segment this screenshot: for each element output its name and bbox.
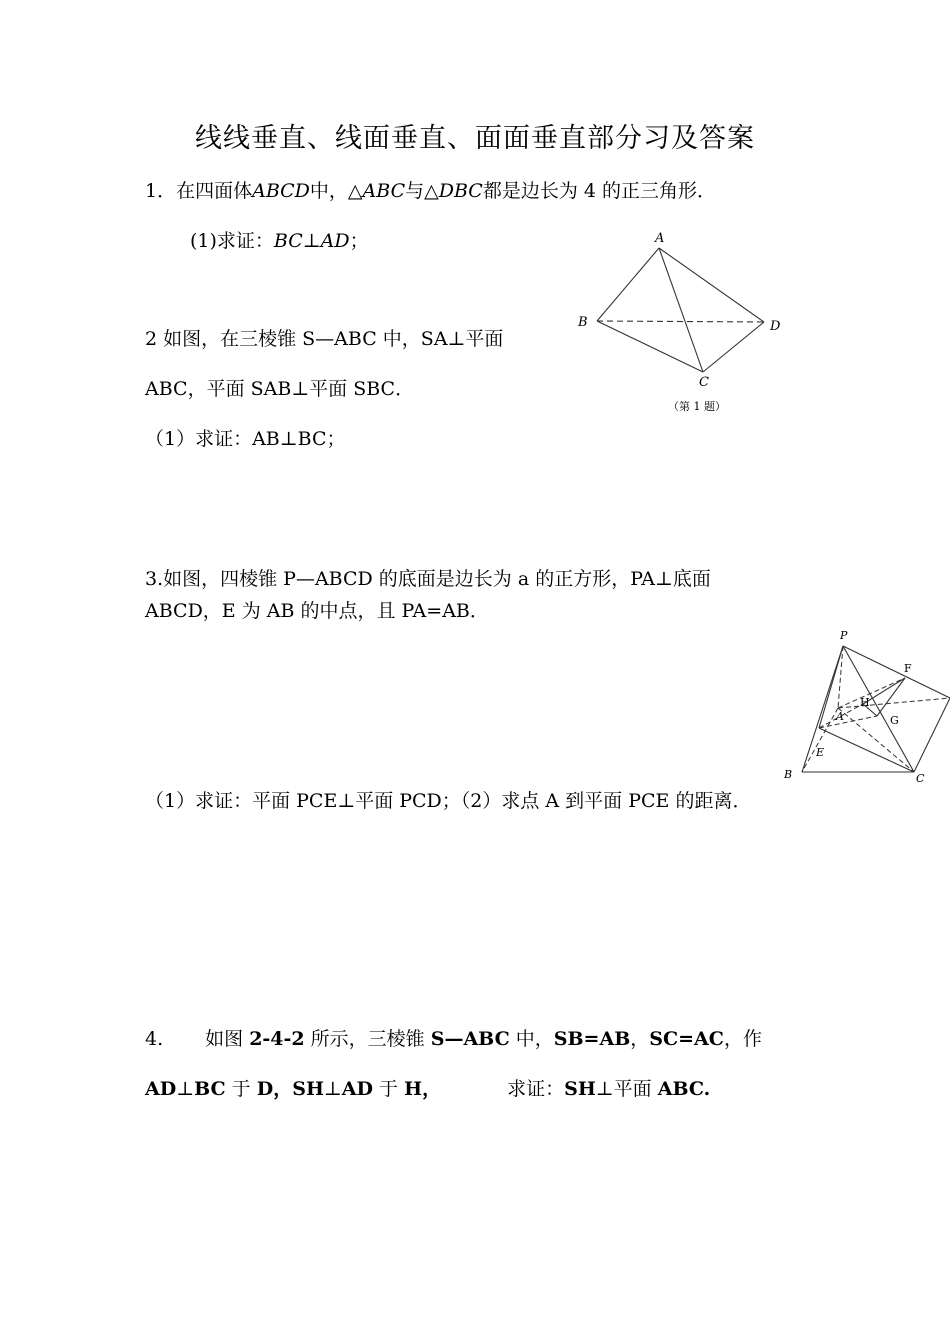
q4-comma: ， xyxy=(422,1078,442,1100)
q4-h: H xyxy=(404,1078,423,1100)
q4-perp: ⊥ xyxy=(323,1078,342,1100)
q4-text: 中， xyxy=(509,1028,554,1050)
q1-dbc: DBC xyxy=(438,180,483,202)
q4-bc: BC xyxy=(194,1078,226,1100)
q4-text: 于 xyxy=(373,1078,405,1100)
q4-fig-ref: 2-4-2 xyxy=(249,1028,305,1050)
q4-plane-abc: ABC. xyxy=(657,1078,711,1100)
q1-number: 1．在四面体 xyxy=(145,180,253,202)
q1-part1-prefix: (1)求证： xyxy=(190,230,274,252)
q4-sh: SH xyxy=(292,1078,324,1100)
label-p: P xyxy=(840,629,848,642)
q4-prove-label: 求证： xyxy=(507,1078,565,1100)
q4-cond2: SC=AC xyxy=(649,1028,724,1050)
edge-ec xyxy=(819,728,914,772)
q1-figure-tetrahedron xyxy=(570,228,800,423)
edge-ad-hidden xyxy=(838,698,950,708)
q1-rest: 都是边长为 4 的正三角形． xyxy=(482,180,716,202)
label-f: F xyxy=(904,662,912,675)
q2-line1: 2 如图，在三棱锥 S—ABC 中，SA⊥平面 xyxy=(145,328,504,350)
edge-bd-hidden xyxy=(597,321,764,322)
label-a: A xyxy=(655,231,665,246)
q4-text: ⊥平面 xyxy=(595,1078,658,1100)
q4-ad: AD xyxy=(341,1078,374,1100)
q1-abc: ABC xyxy=(362,180,406,202)
q2-line2: ABC，平面 SAB⊥平面 SBC． xyxy=(145,378,415,400)
label-a: A xyxy=(836,710,844,723)
q3-line1: 3.如图，四棱锥 P—ABCD 的底面是边长为 a 的正方形，PA⊥底面 xyxy=(145,568,711,590)
label-b: B xyxy=(578,315,588,330)
edge-eg-hidden xyxy=(819,716,877,728)
label-c: C xyxy=(699,375,709,390)
q4-d: D xyxy=(256,1078,274,1100)
q1-text: 中，△ xyxy=(309,180,363,202)
edge-af-hidden xyxy=(838,678,905,708)
figure-caption: （第 1 题） xyxy=(668,400,726,413)
label-d: D xyxy=(770,319,781,334)
q3-parts: （1）求证：平面 PCE⊥平面 PCD；（2）求点 A 到平面 PCE 的距离． xyxy=(145,790,752,812)
edge-cd xyxy=(914,698,950,772)
edge-fg xyxy=(877,678,905,716)
q3-figure-pyramid xyxy=(778,626,950,788)
q1-part1-end: ； xyxy=(349,230,369,252)
q4-number: 4. xyxy=(145,1028,164,1050)
q1-part1 xyxy=(190,226,369,253)
q4-line1 xyxy=(145,1024,762,1051)
q4-line2 xyxy=(145,1074,710,1101)
q3-line2: ABCD，E 为 AB 的中点，且 PA=AB． xyxy=(145,600,489,622)
q4-text: 所示，三棱锥 xyxy=(304,1028,431,1050)
q1-abcd: ABCD xyxy=(252,180,310,202)
label-e: E xyxy=(816,746,825,759)
q1-stem xyxy=(145,176,716,203)
q4-ad: AD xyxy=(145,1078,177,1100)
q4-sh: SH xyxy=(564,1078,596,1100)
label-b: B xyxy=(784,768,793,781)
label-h: H xyxy=(860,696,870,709)
edge-ab xyxy=(597,248,659,321)
q4-text: ， xyxy=(630,1028,650,1050)
q2-part1: （1）求证：AB⊥BC； xyxy=(145,428,346,450)
q1-part1-math: BC⊥AD xyxy=(273,230,350,252)
edge-ac-hidden xyxy=(838,708,914,772)
q4-cond1: SB=AB xyxy=(553,1028,631,1050)
label-g: G xyxy=(890,714,899,727)
page-title: 线线垂直、线面垂直、面面垂直部分习及答案 xyxy=(195,123,755,154)
q4-text: 如图 xyxy=(205,1028,250,1050)
q1-text: 与△ xyxy=(405,180,439,202)
edge-dc xyxy=(703,322,764,372)
q4-pyramid: S—ABC xyxy=(430,1028,510,1050)
label-c: C xyxy=(916,772,925,785)
edge-ad xyxy=(659,248,764,322)
q4-perp: ⊥ xyxy=(176,1078,195,1100)
q4-text: ，作 xyxy=(723,1028,762,1050)
q4-comma: ， xyxy=(273,1078,293,1100)
q4-text: 于 xyxy=(225,1078,257,1100)
